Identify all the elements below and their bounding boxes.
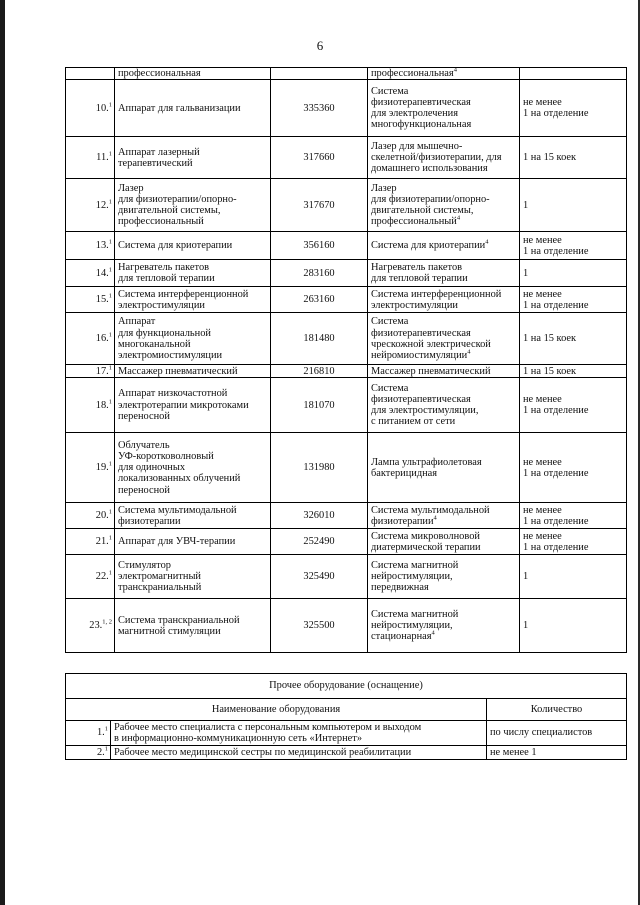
table-row — [66, 260, 627, 287]
footnote-ref: 1 — [104, 725, 108, 733]
cell-line: 1 — [523, 620, 529, 632]
superscript-note: 4 — [431, 629, 435, 637]
equipment-quantity — [520, 433, 627, 503]
item-number: 14. — [95, 267, 109, 279]
cell-line: Система для криотерапии — [118, 240, 233, 252]
cell-line: Стимулятор — [118, 559, 171, 571]
cell-line: 1 на отделение — [523, 467, 589, 479]
cell-line: Нагреватель пакетов — [118, 262, 210, 273]
cell-line: Рабочее место медицинской сестры по медицинской реабилитации — [114, 746, 412, 758]
page-number: 6 — [316, 38, 324, 53]
cell-line: Система — [371, 382, 409, 394]
equipment-name — [115, 503, 271, 529]
equipment-quantity — [520, 378, 627, 433]
row-number — [66, 555, 115, 599]
item-number: 21. — [95, 536, 109, 548]
row-number — [66, 529, 115, 555]
cell-line: Лазер — [118, 182, 144, 194]
cell-line: Система мультимодальной — [371, 504, 490, 516]
cell-line: многофункциональная — [371, 119, 472, 131]
cell-line: локализованных облучений — [118, 473, 241, 485]
row-number — [66, 80, 115, 137]
row-number — [66, 313, 115, 365]
cell-line: Лампа ультрафиолетовая — [371, 456, 482, 468]
cell-line: для тепловой терапии — [118, 273, 215, 285]
equipment-name — [115, 68, 271, 80]
cell-line: Лазер — [371, 182, 397, 194]
equipment-quantity — [520, 179, 627, 232]
footnote-ref: 1 — [104, 745, 108, 753]
cell-line: 1 на 15 коек — [523, 333, 577, 345]
footnote-ref: 1 — [108, 292, 112, 300]
cell-line: профессиональная — [371, 68, 454, 79]
nomenclature-name — [368, 80, 520, 137]
row-number — [66, 365, 115, 378]
cell-line: электромагнитный — [118, 571, 201, 583]
cell-line: Массажер пневматический — [118, 365, 238, 377]
nomenclature-name — [368, 287, 520, 313]
row-number — [66, 287, 115, 313]
nomenclature-name — [368, 137, 520, 179]
other-equipment-table — [65, 673, 627, 760]
table-row — [66, 433, 627, 503]
cell-line: Система транскраниальной — [118, 614, 240, 626]
cell-line: для физиотерапии/опорно- — [118, 194, 237, 205]
cell-line: Аппарат для гальванизации — [118, 102, 241, 114]
equipment-name — [111, 721, 487, 746]
nomenclature-name — [368, 68, 520, 80]
cell-line: электростимуляции — [118, 299, 205, 311]
table-row — [66, 313, 627, 365]
superscript-note: 4 — [453, 66, 457, 74]
table-row — [66, 80, 627, 137]
cell-line: с питанием от сети — [371, 416, 456, 428]
cell-line: профессиональный — [371, 216, 457, 228]
equipment-quantity — [520, 68, 627, 80]
cell-line: 1 на отделение — [523, 108, 589, 120]
header-quantity: Количество — [487, 699, 627, 721]
nomenclature-code: 326010 — [271, 503, 368, 529]
nomenclature-name — [368, 260, 520, 287]
cell-line: 1 на отделение — [523, 541, 589, 553]
equipment-quantity — [520, 232, 627, 260]
cell-line: нейростимуляции, — [371, 620, 453, 632]
nomenclature-name — [368, 503, 520, 529]
item-number: 20. — [95, 510, 109, 522]
nomenclature-name — [368, 179, 520, 232]
row-number — [66, 378, 115, 433]
cell-line: УФ-коротковолновый — [118, 450, 214, 462]
table-row — [66, 179, 627, 232]
other-equipment-title: Прочее оборудование (оснащение) — [66, 674, 627, 699]
nomenclature-code: 181070 — [271, 378, 368, 433]
equipment-quantity — [520, 260, 627, 287]
cell-line: Система микроволновой — [371, 530, 480, 542]
equipment-quantity — [520, 365, 627, 378]
nomenclature-code: 181480 — [271, 313, 368, 365]
equipment-name — [115, 599, 271, 653]
cell-line: передвижная — [371, 582, 429, 594]
cell-line: 1 — [523, 199, 529, 211]
footnote-ref: 1 — [108, 331, 112, 339]
footnote-ref: 1 — [108, 266, 112, 274]
superscript-note: 4 — [485, 238, 489, 246]
nomenclature-name — [368, 378, 520, 433]
nomenclature-code: 216810 — [271, 365, 368, 378]
cell-line: Аппарат — [118, 316, 156, 328]
table-row — [66, 137, 627, 179]
cell-line: 1 — [523, 267, 529, 279]
cell-line: Облучатель — [118, 439, 170, 451]
equipment-quantity — [520, 80, 627, 137]
equipment-name — [115, 137, 271, 179]
cell-line: не менее — [523, 288, 562, 300]
superscript-note: 4 — [467, 348, 471, 356]
equipment-name — [115, 365, 271, 378]
cell-line: в информационно-коммуникационную сеть «Интернет» — [114, 733, 363, 744]
item-number: 17. — [95, 365, 109, 377]
item-number: 15. — [95, 294, 109, 306]
table-row — [66, 529, 627, 555]
cell-line: для одиночных — [118, 462, 186, 474]
cell-line: профессиональная — [118, 68, 201, 79]
nomenclature-code: 325500 — [271, 599, 368, 653]
cell-line: диатермической терапии — [371, 541, 481, 553]
cell-line: Аппарат лазерный — [118, 146, 200, 158]
row-number — [66, 599, 115, 653]
footnote-ref: 1 — [108, 398, 112, 406]
footnote-ref: 1, 2 — [102, 618, 112, 626]
row-number — [66, 137, 115, 179]
cell-line: физиотерапевтическая — [371, 394, 471, 405]
equipment-name — [115, 529, 271, 555]
cell-line: для электролечения — [371, 108, 459, 120]
cell-line: Массажер пневматический — [371, 365, 491, 377]
nomenclature-code: 252490 — [271, 529, 368, 555]
cell-line: нейростимуляции, — [371, 571, 453, 583]
cell-line: нейромиостимуляции — [371, 349, 468, 361]
nomenclature-code: 131980 — [271, 433, 368, 503]
row-number — [66, 68, 115, 80]
nomenclature-name — [368, 433, 520, 503]
item-number: 1. — [96, 727, 105, 739]
cell-line: скелетной/физиотерапии, для — [371, 152, 502, 164]
equipment-name — [115, 313, 271, 365]
cell-line: электротерапии микротоками — [118, 399, 249, 411]
cell-line: 1 на 15 коек — [523, 365, 577, 377]
cell-line: Система мультимодальной — [118, 504, 237, 516]
footnote-ref: 1 — [108, 101, 112, 109]
table-row — [66, 365, 627, 378]
item-number: 19. — [95, 462, 109, 474]
item-number: 13. — [95, 240, 109, 252]
cell-line: Система интерференционной — [118, 288, 249, 300]
equipment-quantity — [520, 555, 627, 599]
cell-line: для физиотерапии/опорно- — [371, 194, 490, 205]
nomenclature-name — [368, 599, 520, 653]
nomenclature-name — [368, 313, 520, 365]
row-number — [66, 721, 111, 746]
equipment-quantity — [520, 287, 627, 313]
cell-line: Система интерференционной — [371, 288, 502, 300]
cell-line: 1 на 15 коек — [523, 152, 577, 164]
cell-line: магнитной стимуляции — [118, 625, 221, 637]
equipment-name — [115, 232, 271, 260]
nomenclature-code: 317660 — [271, 137, 368, 179]
table-row — [66, 68, 627, 80]
table-row — [66, 746, 627, 760]
cell-line: физиотерапевтическая — [371, 97, 471, 108]
equipment-quantity — [520, 313, 627, 365]
footnote-ref: 1 — [108, 198, 112, 206]
cell-line: бактерицидная — [371, 467, 438, 479]
cell-line: физиотерапии — [118, 515, 181, 527]
cell-line: Система — [371, 85, 409, 97]
cell-line: переносной — [118, 484, 170, 496]
cell-line: 1 на отделение — [523, 299, 589, 311]
nomenclature-name — [368, 555, 520, 599]
nomenclature-name — [368, 365, 520, 378]
cell-line: двигательной системы, — [371, 205, 474, 217]
nomenclature-code — [271, 68, 368, 80]
equipment-name — [115, 555, 271, 599]
cell-line: Система для криотерапии — [371, 240, 486, 252]
cell-line: Аппарат для УВЧ-терапии — [118, 536, 236, 548]
nomenclature-name — [368, 529, 520, 555]
nomenclature-code: 283160 — [271, 260, 368, 287]
cell-line: 1 — [523, 571, 529, 583]
row-number — [66, 260, 115, 287]
footnote-ref: 1 — [108, 508, 112, 516]
item-number: 11. — [96, 152, 109, 164]
equipment-quantity — [520, 529, 627, 555]
equipment-name — [111, 746, 487, 760]
scan-left-edge — [0, 0, 5, 905]
equipment-name — [115, 80, 271, 137]
equipment-quantity — [520, 503, 627, 529]
cell-line: для функциональной — [118, 327, 211, 339]
footnote-ref: 1 — [108, 364, 112, 372]
cell-line: не менее — [523, 456, 562, 468]
equipment-quantity — [520, 599, 627, 653]
cell-line: физиотерапевтическая — [371, 327, 471, 339]
equipment-name — [115, 179, 271, 232]
cell-line: не менее — [523, 530, 562, 542]
cell-line: электромиостимуляции — [118, 349, 223, 361]
equipment-quantity: по числу специалистов — [487, 721, 627, 746]
cell-line: стационарная — [371, 631, 432, 643]
cell-line: 1 на отделение — [523, 515, 589, 527]
equipment-name — [115, 378, 271, 433]
cell-line: Аппарат низкочастотной — [118, 388, 228, 400]
cell-line: для тепловой терапии — [371, 273, 468, 285]
nomenclature-name — [368, 232, 520, 260]
cell-line: не менее — [523, 394, 562, 405]
table-row — [66, 555, 627, 599]
cell-line: переносной — [118, 410, 170, 422]
cell-line: Система магнитной — [371, 608, 459, 620]
equipment-name — [115, 433, 271, 503]
nomenclature-code: 263160 — [271, 287, 368, 313]
item-number: 2. — [96, 746, 105, 758]
item-number: 22. — [95, 571, 109, 583]
item-number: 12. — [95, 199, 109, 211]
footnote-ref: 1 — [108, 460, 112, 468]
cell-line: не менее — [523, 97, 562, 108]
table-row — [66, 232, 627, 260]
row-number — [66, 503, 115, 529]
nomenclature-code: 356160 — [271, 232, 368, 260]
cell-line: не менее — [523, 504, 562, 516]
table-row — [66, 721, 627, 746]
table-row — [66, 378, 627, 433]
cell-line: Система магнитной — [371, 559, 459, 571]
cell-line: многоканальной — [118, 338, 191, 350]
cell-line: домашнего использования — [371, 163, 488, 175]
row-number — [66, 433, 115, 503]
cell-line: Нагреватель пакетов — [371, 262, 463, 273]
row-number — [66, 179, 115, 232]
item-number: 16. — [95, 333, 109, 345]
item-number: 10. — [95, 102, 109, 114]
cell-line: электростимуляции — [371, 299, 458, 311]
table-row — [66, 599, 627, 653]
footnote-ref: 1 — [108, 534, 112, 542]
row-number — [66, 746, 111, 760]
equipment-name — [115, 287, 271, 313]
item-number: 18. — [95, 399, 109, 411]
equipment-table — [65, 67, 627, 653]
cell-line: транскраниальный — [118, 582, 202, 594]
footnote-ref: 1 — [108, 238, 112, 246]
cell-line: профессиональный — [118, 216, 204, 228]
equipment-quantity: не менее 1 — [487, 746, 627, 760]
equipment-quantity — [520, 137, 627, 179]
nomenclature-code: 335360 — [271, 80, 368, 137]
cell-line: двигательной системы, — [118, 205, 221, 217]
nomenclature-code: 325490 — [271, 555, 368, 599]
footnote-ref: 1 — [108, 569, 112, 577]
cell-line: чрескожной электрической — [371, 338, 491, 350]
cell-line: не менее — [523, 234, 562, 246]
cell-line: 1 на отделение — [523, 245, 589, 257]
superscript-note: 4 — [433, 514, 437, 522]
cell-line: Рабочее место специалиста с персональным компьютером и выходом — [114, 721, 422, 733]
item-number: 23. — [89, 620, 103, 632]
equipment-name — [115, 260, 271, 287]
footnote-ref: 1 — [108, 150, 112, 158]
cell-line: физиотерапии — [371, 515, 434, 527]
cell-line: терапевтический — [118, 157, 193, 169]
cell-line: Лазер для мышечно- — [371, 140, 463, 152]
header-equipment-name: Наименование оборудования — [66, 699, 487, 721]
cell-line: 1 на отделение — [523, 405, 589, 417]
cell-line: для электростимуляции, — [371, 405, 479, 417]
nomenclature-code: 317670 — [271, 179, 368, 232]
superscript-note: 4 — [456, 214, 461, 222]
table-row — [66, 503, 627, 529]
table-row — [66, 287, 627, 313]
cell-line: Система — [371, 316, 409, 328]
row-number — [66, 232, 115, 260]
